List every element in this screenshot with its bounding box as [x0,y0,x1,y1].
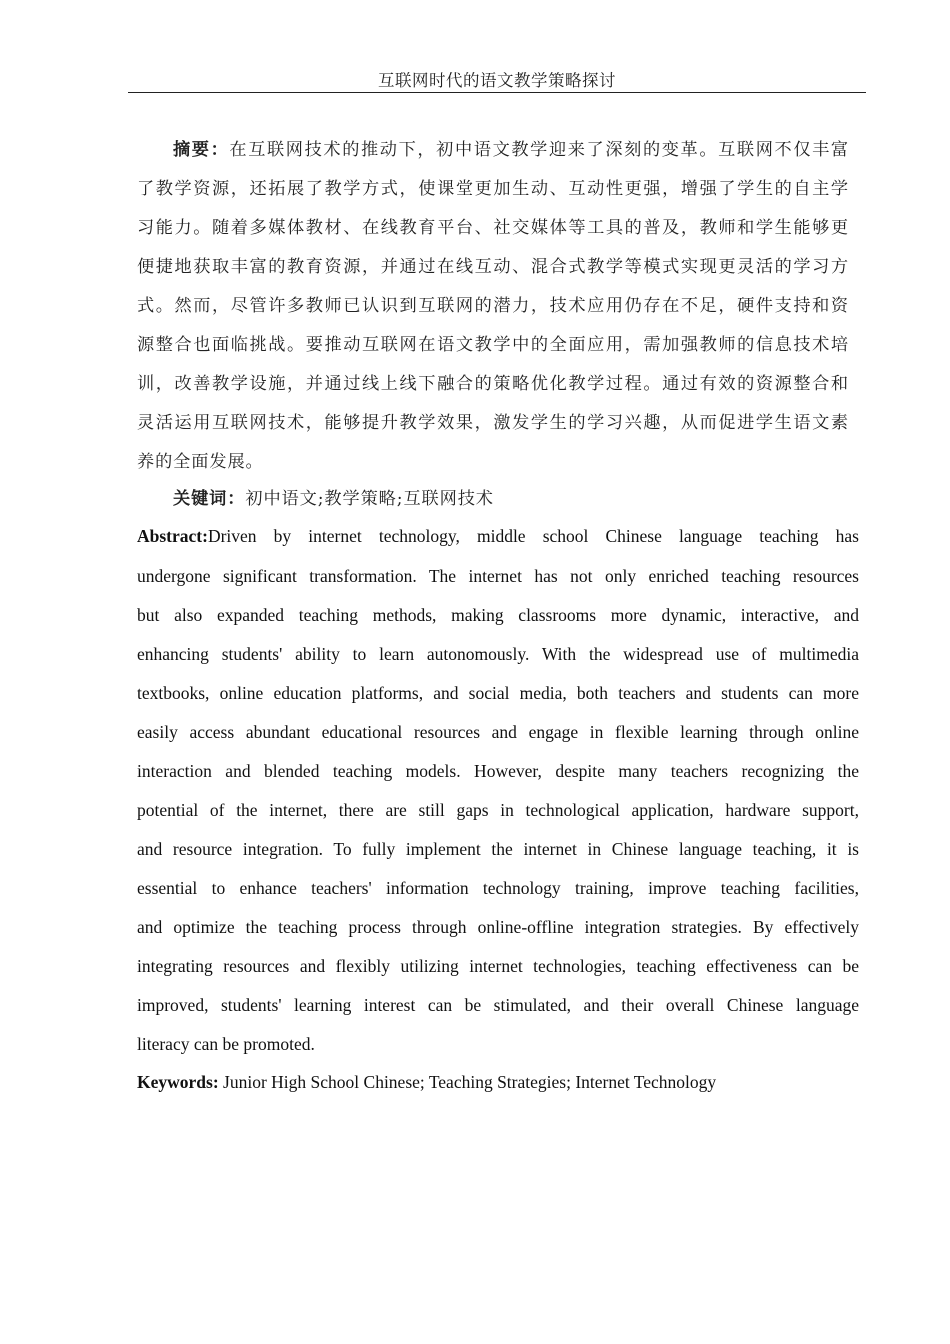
abstract-en-line [137,524,859,548]
running-header-title: 互联网时代的语文教学策略探讨 [378,71,616,90]
abstract-cn-label: 摘要： [173,140,230,160]
abstract-en-line: essential to enhance teachers' information technology training, improve teaching facilities, [137,878,859,898]
abstract-en-line: integrating resources and flexibly utilizing internet technologies, teaching effectiveness can be [137,956,859,976]
abstract-en-line: but also expanded teaching methods, making classrooms more dynamic, interactive, and [137,605,859,625]
keywords-en-value: Junior High School Chinese; Teaching Strategies; Internet Technology [218,1072,717,1092]
abstract-cn-line: 了教学资源，还拓展了教学方式，使课堂更加生动、互动性更强，增强了学生的自主学 [137,179,849,199]
abstract-en-label: Abstract: [137,526,208,546]
keywords-cn [173,487,849,511]
abstract-en-line: improved, students' learning interest can be stimulated, and their overall Chinese language [137,995,859,1015]
keywords-en-label: Keywords: [137,1072,219,1092]
abstract-cn-line: 便捷地获取丰富的教育资源，并通过在线互动、混合式教学等模式实现更灵活的学习方 [137,257,849,277]
abstract-en-line: potential of the internet, there are still gaps in technological application, hardware support, [137,800,859,820]
abstract-en-line: and resource integration. To fully implement the internet in Chinese language teaching, it is [137,839,859,859]
abstract-cn-line: 习能力。随着多媒体教材、在线教育平台、社交媒体等工具的普及，教师和学生能够更 [137,218,849,238]
abstract-en-line: interaction and blended teaching models. However, despite many teachers recognizing the [137,761,859,781]
abstract-en-line: literacy can be promoted. [137,1034,315,1054]
abstract-cn-line: 源整合也面临挑战。要推动互联网在语文教学中的全面应用，需加强教师的信息技术培 [137,335,849,355]
keywords-en [137,1070,859,1094]
abstract-cn-line: 式。然而，尽管许多教师已认识到互联网的潜力，技术应用仍存在不足，硬件支持和资 [137,296,849,316]
abstract-cn-line: 训，改善教学设施，并通过线上线下融合的策略优化教学过程。通过有效的资源整合和 [137,374,849,394]
abstract-en-line: easily access abundant educational resources and engage in flexible learning through online [137,722,859,742]
abstract-en-line: enhancing students' ability to learn autonomously. With the widespread use of multimedia [137,644,859,664]
abstract-cn-line: 养的全面发展。 [137,452,264,472]
abstract-cn-text: 在互联网技术的推动下，初中语文教学迎来了深刻的变革。互联网不仅丰富 [229,140,850,160]
abstract-cn-line [173,138,849,162]
abstract-en-line: and optimize the teaching process through online-offline integration strategies. By effectively [137,917,859,937]
abstract-en-line: textbooks, online education platforms, and social media, both teachers and students can more [137,683,859,703]
header-divider [128,92,866,93]
keywords-cn-label: 关键词： [173,489,246,509]
keywords-cn-value: 初中语文;教学策略;互联网技术 [245,489,494,509]
abstract-en-line: undergone significant transformation. The internet has not only enriched teaching resources [137,566,859,586]
abstract-en-text: Driven by internet technology, middle school Chinese language teaching has [207,526,859,546]
abstract-cn-line: 灵活运用互联网技术，能够提升教学效果，激发学生的学习兴趣，从而促进学生语文素 [137,413,849,433]
